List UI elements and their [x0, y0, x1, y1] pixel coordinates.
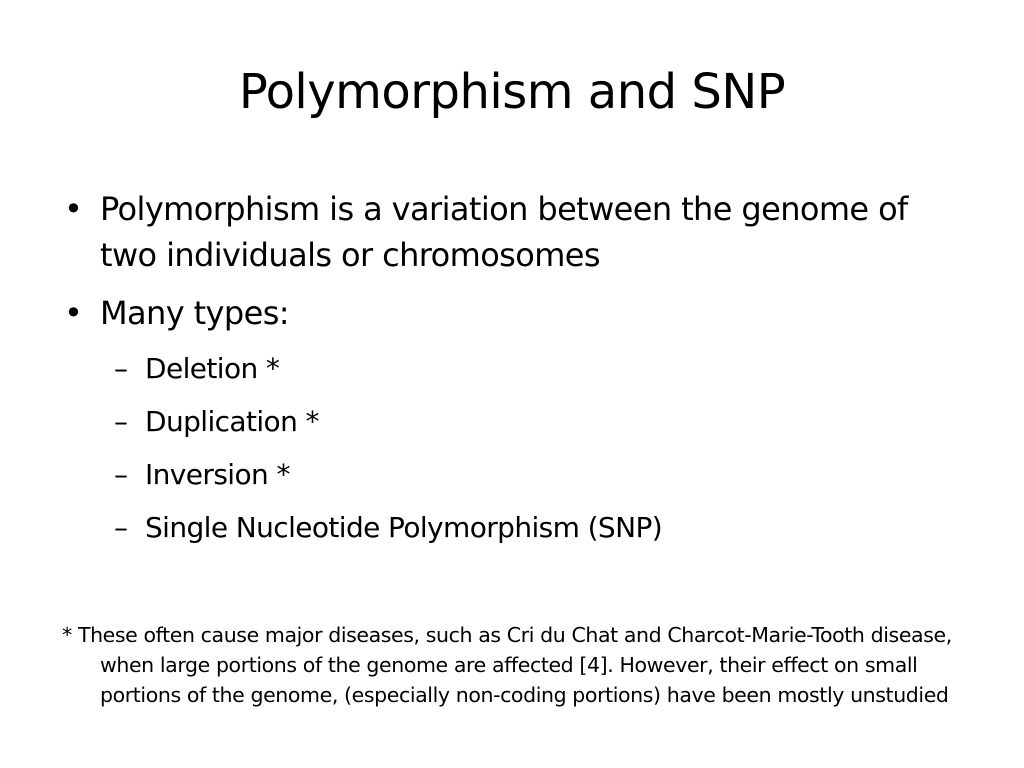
slide-body	[62, 186, 962, 554]
bullet-marker: •	[64, 190, 83, 228]
sub-bullet-text: Deletion *	[145, 352, 280, 385]
bullet-text: Many types:	[100, 294, 289, 332]
sub-bullet-list	[62, 342, 962, 554]
bullet-item	[62, 290, 962, 336]
sub-bullet-marker: –	[114, 458, 128, 491]
sub-bullet-text: Duplication *	[145, 405, 319, 438]
bullet-marker: •	[64, 294, 83, 332]
sub-bullet-marker: –	[114, 352, 128, 385]
bullet-text: Polymorphism is a variation between the genome of two individuals or chromosomes	[100, 190, 908, 274]
sub-bullet-text: Inversion *	[145, 458, 290, 491]
sub-bullet-item	[62, 342, 962, 395]
sub-bullet-item	[62, 448, 962, 501]
footnote: * These often cause major diseases, such as Cri du Chat and Charcot-Marie-Tooth disease, when large portions of the genome are affected [4]. However, their effect on small portions of the genome, (especially non-coding portions) have been mostly unstudied	[62, 623, 952, 707]
sub-bullet-item	[62, 501, 962, 554]
slide-title: Polymorphism and SNP	[238, 64, 786, 120]
sub-bullet-marker: –	[114, 405, 128, 438]
sub-bullet-item	[62, 395, 962, 448]
sub-bullet-text: Single Nucleotide Polymorphism (SNP)	[145, 511, 663, 544]
sub-bullet-marker: –	[114, 511, 128, 544]
bullet-item	[62, 186, 962, 278]
